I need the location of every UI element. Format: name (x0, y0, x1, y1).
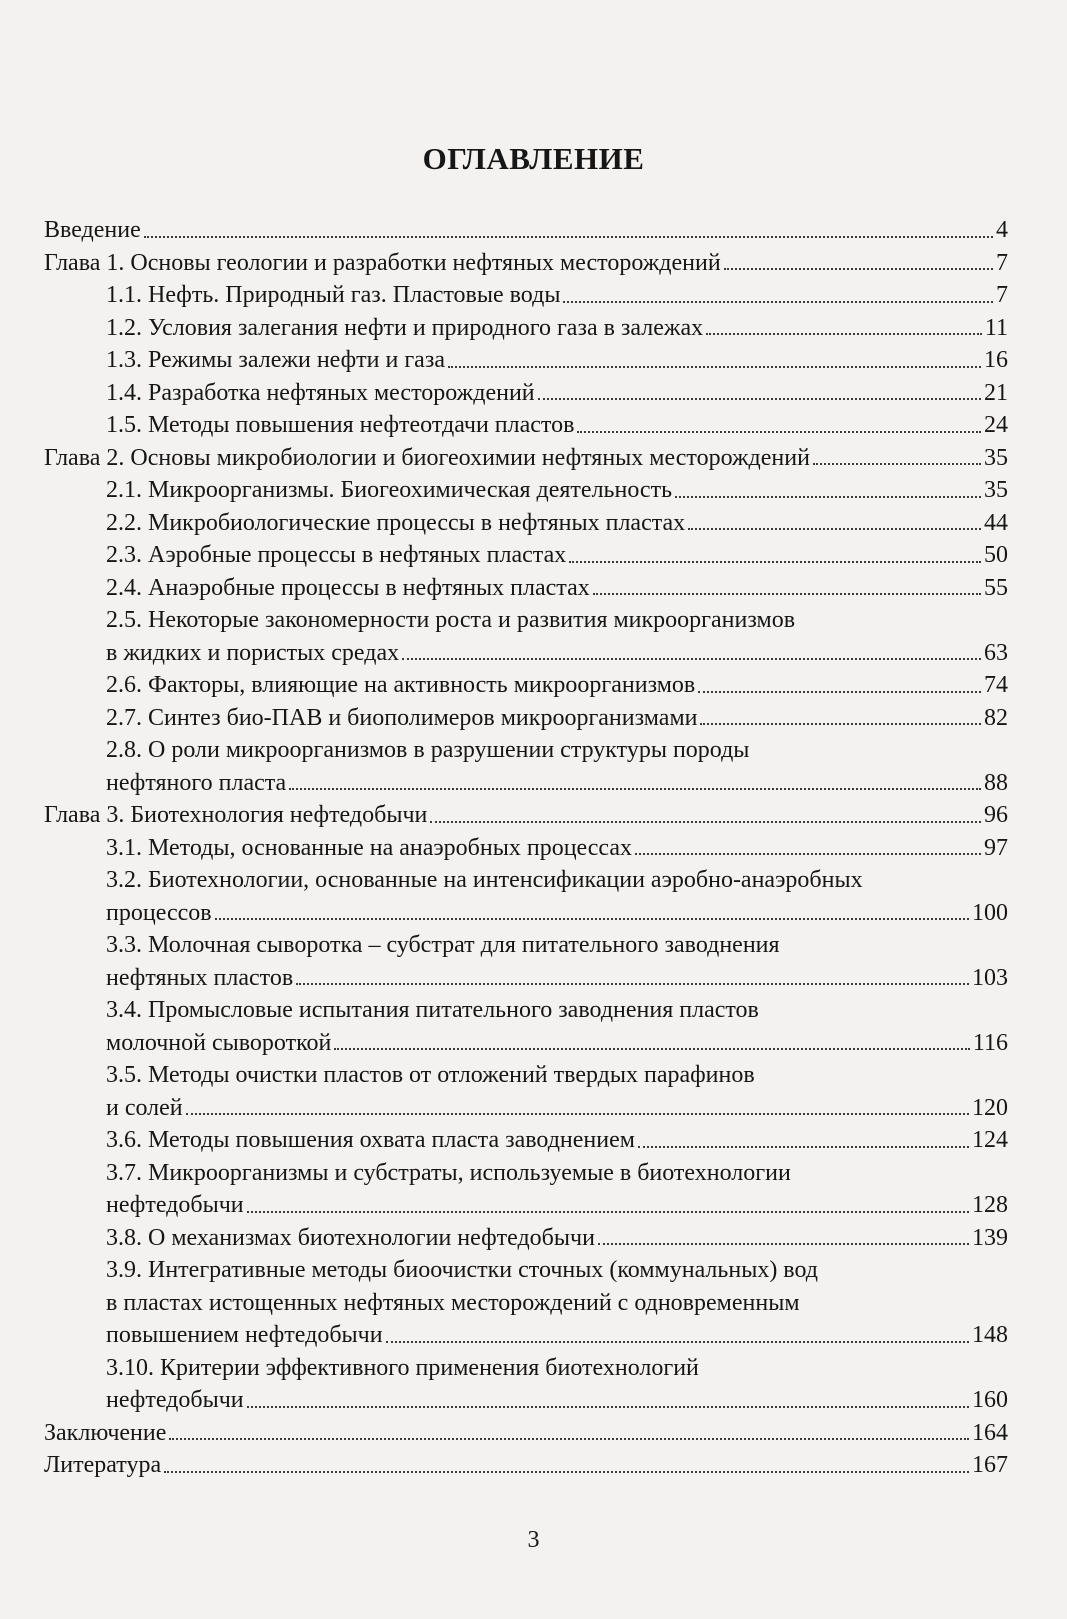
toc-entry-page: 120 (972, 1094, 1008, 1121)
dot-leader (169, 1437, 969, 1440)
toc-entry-title: 3.2. Биотехнологии, основанные на интенсификации аэробно-анаэробных (106, 867, 863, 893)
toc-entry (44, 1027, 1008, 1060)
toc-entry-page: 160 (972, 1387, 1008, 1413)
toc-entry (44, 442, 1008, 475)
toc-entry-page: 164 (972, 1419, 1008, 1446)
toc-entry (44, 1417, 1008, 1450)
toc-entry-title: 2.2. Микробиологические процессы в нефтяных пластах (106, 509, 686, 536)
toc-entry (44, 539, 1008, 572)
toc-entry-page: 103 (972, 964, 1008, 991)
toc-entry-title: молочной сывороткой (106, 1029, 332, 1056)
dot-leader (688, 527, 981, 530)
toc-entry (44, 1157, 1008, 1190)
toc-entry-page: 4 (996, 217, 1008, 243)
dot-leader (538, 397, 981, 400)
toc-entry-title: нефтедобычи (106, 1192, 244, 1218)
toc-entry (44, 1352, 1008, 1385)
toc-entry-title: 2.8. О роли микроорганизмов в разрушении структуры породы (106, 737, 750, 763)
toc-entry (44, 1287, 1008, 1320)
toc-entry-page: 88 (984, 769, 1008, 796)
dot-leader (402, 657, 981, 660)
toc-entry-page: 21 (984, 379, 1008, 406)
toc-entry (44, 409, 1008, 442)
toc-entry-title: Глава 1. Основы геологии и разработки нефтяных месторождений (44, 249, 721, 276)
toc-entry-title: 3.6. Методы повышения охвата пласта заводнением (106, 1127, 635, 1153)
toc-entry-page: 116 (972, 1029, 1008, 1056)
toc-entry (44, 1319, 1008, 1352)
table-of-contents (44, 214, 1008, 1482)
toc-entry-page: 11 (984, 314, 1008, 341)
toc-entry-title: 3.5. Методы очистки пластов от отложений твердых парафинов (106, 1062, 755, 1088)
dot-leader (164, 1470, 969, 1473)
dot-leader (638, 1145, 969, 1148)
dot-leader (635, 852, 981, 855)
toc-entry-page: 124 (972, 1127, 1008, 1153)
toc-entry-title: Глава 2. Основы микробиологии и биогеохимии нефтяных месторождений (44, 444, 810, 471)
toc-entry (44, 1124, 1008, 1157)
toc-entry (44, 1384, 1008, 1417)
toc-entry-title: Заключение (44, 1419, 167, 1446)
toc-entry (44, 669, 1008, 702)
toc-entry-title: 2.5. Некоторые закономерности роста и развития микроорганизмов (106, 607, 796, 633)
toc-entry-page: 35 (984, 477, 1008, 503)
toc-entry-title: 1.1. Нефть. Природный газ. Пластовые воды (106, 282, 561, 308)
toc-entry (44, 247, 1008, 280)
toc-entry-title: 2.6. Факторы, влияющие на активность микроорганизмов (106, 672, 696, 698)
toc-entry-title: 2.4. Анаэробные процессы в нефтяных пластах (106, 574, 590, 601)
toc-entry (44, 572, 1008, 605)
toc-entry-title: нефтедобычи (106, 1387, 244, 1413)
toc-entry-title: нефтяного пласта (106, 769, 287, 796)
toc-entry-page: 97 (984, 834, 1008, 861)
toc-entry-title: процессов (106, 899, 212, 926)
toc-entry-title: в пластах истощенных нефтяных месторождений с одновременным (106, 1289, 800, 1316)
toc-entry-page: 148 (972, 1322, 1008, 1348)
toc-entry (44, 767, 1008, 800)
toc-entry-title: Глава 3. Биотехнология нефтедобычи (44, 802, 428, 828)
toc-entry-page: 7 (996, 249, 1008, 276)
dot-leader (186, 1112, 969, 1115)
toc-entry (44, 1222, 1008, 1255)
toc-entry (44, 214, 1008, 247)
toc-entry (44, 279, 1008, 312)
toc-entry (44, 1189, 1008, 1222)
toc-entry-title: 1.2. Условия залегания нефти и природного газа в залежах (106, 314, 704, 341)
toc-entry (44, 344, 1008, 377)
toc-entry (44, 929, 1008, 962)
toc-title: ОГЛАВЛЕНИЕ (422, 141, 645, 176)
toc-entry-page: 96 (984, 802, 1008, 828)
dot-leader (563, 300, 993, 303)
toc-entry-page: 63 (984, 639, 1008, 666)
toc-entry-title: 1.4. Разработка нефтяных месторождений (106, 379, 535, 406)
toc-entry-title: в жидких и пористых средах (106, 639, 400, 666)
toc-entry-title: 3.3. Молочная сыворотка – субстрат для питательного заводнения (106, 932, 780, 958)
toc-entry-title: нефтяных пластов (106, 964, 294, 991)
toc-entry-title: 3.4. Промысловые испытания питательного заводнения пластов (106, 997, 759, 1023)
toc-entry-page: 128 (972, 1192, 1008, 1218)
toc-entry-page: 7 (996, 282, 1008, 308)
dot-leader (598, 1242, 969, 1245)
toc-entry (44, 962, 1008, 995)
toc-entry-title: и солей (106, 1094, 183, 1121)
dot-leader (386, 1340, 969, 1343)
dot-leader (215, 917, 969, 920)
toc-entry (44, 1449, 1008, 1482)
toc-entry-page: 167 (972, 1452, 1008, 1478)
dot-leader (569, 560, 981, 563)
toc-entry (44, 832, 1008, 865)
toc-entry-title: Введение (44, 217, 141, 243)
toc-entry (44, 637, 1008, 670)
dot-leader (675, 495, 981, 498)
toc-entry-page: 50 (984, 542, 1008, 568)
dot-leader (144, 235, 993, 238)
toc-entry (44, 1092, 1008, 1125)
toc-entry (44, 702, 1008, 735)
toc-entry-page: 35 (984, 444, 1008, 471)
toc-entry-title: 2.7. Синтез био-ПАВ и биополимеров микроорганизмами (106, 704, 698, 731)
toc-entry-page: 100 (972, 899, 1008, 926)
toc-entry (44, 994, 1008, 1027)
toc-entry (44, 474, 1008, 507)
dot-leader (577, 430, 981, 433)
toc-entry-title: 1.5. Методы повышения нефтеотдачи пластов (106, 412, 575, 438)
toc-entry-title: 3.10. Критерии эффективного применения биотехнологий (106, 1354, 699, 1381)
toc-entry (44, 377, 1008, 410)
page-number: 3 (527, 1527, 540, 1553)
toc-entry-page: 139 (972, 1224, 1008, 1251)
toc-entry-page: 55 (984, 574, 1008, 601)
toc-entry-page: 74 (984, 672, 1008, 698)
toc-entry-page: 24 (984, 412, 1008, 438)
toc-entry (44, 897, 1008, 930)
dot-leader (706, 332, 982, 335)
toc-entry (44, 1254, 1008, 1287)
dot-leader (813, 462, 981, 465)
dot-leader (430, 820, 981, 823)
dot-leader (700, 722, 981, 725)
dot-leader (724, 267, 993, 270)
toc-entry-page: 82 (984, 704, 1008, 731)
dot-leader (247, 1210, 969, 1213)
toc-entry (44, 864, 1008, 897)
toc-entry (44, 1059, 1008, 1092)
toc-entry (44, 799, 1008, 832)
toc-entry-title: 3.9. Интегративные методы биоочистки сточных (коммунальных) вод (106, 1257, 818, 1283)
toc-entry (44, 604, 1008, 637)
toc-entry (44, 312, 1008, 345)
toc-entry (44, 507, 1008, 540)
dot-leader (289, 787, 981, 790)
toc-entry-page: 44 (984, 509, 1008, 536)
toc-entry-title: 2.3. Аэробные процессы в нефтяных пластах (106, 542, 567, 568)
toc-entry-page: 16 (984, 347, 1008, 373)
dot-leader (247, 1405, 969, 1408)
toc-entry-title: Литература (44, 1452, 162, 1478)
toc-entry (44, 734, 1008, 767)
toc-entry-title: 3.8. О механизмах биотехнологии нефтедобычи (106, 1224, 595, 1251)
dot-leader (448, 365, 981, 368)
toc-entry-title: 3.7. Микроорганизмы и субстраты, используемые в биотехнологии (106, 1159, 791, 1186)
dot-leader (698, 690, 981, 693)
toc-entry-title: 3.1. Методы, основанные на анаэробных процессах (106, 834, 633, 861)
dot-leader (296, 982, 969, 985)
toc-entry-title: 1.3. Режимы залежи нефти и газа (106, 347, 445, 373)
dot-leader (593, 592, 981, 595)
dot-leader (334, 1047, 970, 1050)
toc-entry-title: повышением нефтедобычи (106, 1322, 383, 1348)
toc-entry-title: 2.1. Микроорганизмы. Биогеохимическая деятельность (106, 477, 673, 503)
